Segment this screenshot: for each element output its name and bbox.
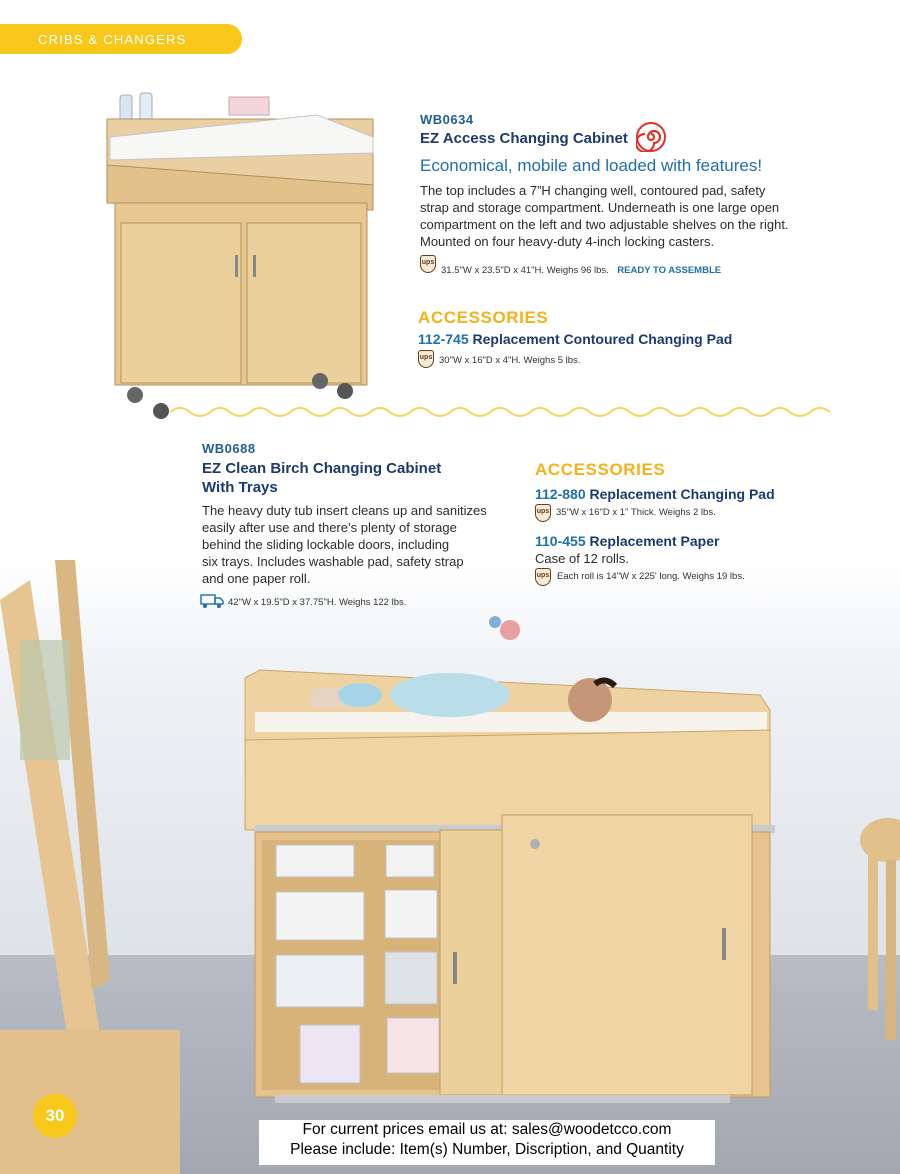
description-line: and one paper roll. <box>202 571 311 586</box>
section-tab <box>0 24 242 54</box>
accessory-spec: 35"W x 16"D x 1" Thick. Weighs 2 lbs. <box>556 507 716 518</box>
page-number: 30 <box>33 1094 77 1138</box>
title-line: With Trays <box>202 479 278 496</box>
ups-icon: ups <box>420 255 436 273</box>
truck-icon <box>200 593 224 609</box>
section-label: CRIBS & CHANGERS <box>38 32 187 47</box>
footer-include-line: Please include: Item(s) Number, Discription, and Quantity <box>290 1141 684 1158</box>
accessory-title <box>535 486 775 502</box>
accessory-name: Replacement Paper <box>589 533 720 549</box>
product-spec: 42"W x 19.5"D x 37.75"H. Weighs 122 lbs. <box>228 597 407 608</box>
accessory-code: 112-880 <box>535 486 586 502</box>
description-line: The heavy duty tub insert cleans up and sanitizes <box>202 503 487 518</box>
product-sku: WB0634 <box>420 112 474 127</box>
ups-icon: ups <box>535 568 551 586</box>
description-line: behind the sliding lockable doors, including <box>202 537 450 552</box>
accessory-spec: Each roll is 14"W x 225' long. Weighs 19 lbs. <box>557 571 745 582</box>
product-title: EZ Access Changing Cabinet <box>420 130 628 147</box>
product-description <box>420 182 840 250</box>
accessory-code: 112-745 <box>418 331 469 347</box>
ups-icon: ups <box>535 504 551 522</box>
swirl-icon <box>636 122 666 152</box>
footer-email-line: For current prices email us at: sales@woodetcco.com <box>302 1121 672 1138</box>
product-sku: WB0688 <box>202 441 256 456</box>
wavy-divider <box>170 404 840 420</box>
product-title <box>202 459 441 497</box>
accessories-heading: ACCESSORIES <box>418 308 549 327</box>
product-description <box>202 502 502 587</box>
description-line: strap and storage compartment. Underneath is one large open <box>420 200 780 215</box>
description-line: compartment on the left and two adjustable shelves on the right. <box>420 217 789 232</box>
mirror-frame-image <box>0 560 185 1174</box>
ups-icon: ups <box>418 350 434 368</box>
birch-changing-cabinet-image <box>240 600 780 1120</box>
accessory-note: Case of 12 rolls. <box>535 551 629 566</box>
accessories-heading: ACCESSORIES <box>535 460 666 479</box>
product-spec: 31.5"W x 23.5"D x 41"H. Weighs 96 lbs. <box>441 265 609 276</box>
description-line: easily after use and there’s plenty of storage <box>202 520 457 535</box>
assembly-note: READY TO ASSEMBLE <box>617 265 722 276</box>
accessory-title <box>418 331 732 347</box>
accessory-name: Replacement Contoured Changing Pad <box>472 331 733 347</box>
description-line: The top includes a 7”H changing well, contoured pad, safety <box>420 183 766 198</box>
contact-footer <box>259 1120 715 1165</box>
title-line: EZ Clean Birch Changing Cabinet <box>202 460 442 477</box>
accessory-name: Replacement Changing Pad <box>589 486 775 502</box>
accessory-spec: 30"W x 16"D x 4"H. Weighs 5 lbs. <box>439 355 581 366</box>
product-tagline: Economical, mobile and loaded with features! <box>420 156 763 175</box>
description-line: Mounted on four heavy-duty 4-inch locking casters. <box>420 234 715 249</box>
accessory-code: 110-455 <box>535 533 586 549</box>
accessory-title <box>535 533 719 549</box>
changing-cabinet-image <box>95 85 385 430</box>
wooden-chair-image <box>858 810 900 1040</box>
description-line: six trays. Includes washable pad, safety strap <box>202 554 464 569</box>
product-spec-row <box>441 260 721 278</box>
